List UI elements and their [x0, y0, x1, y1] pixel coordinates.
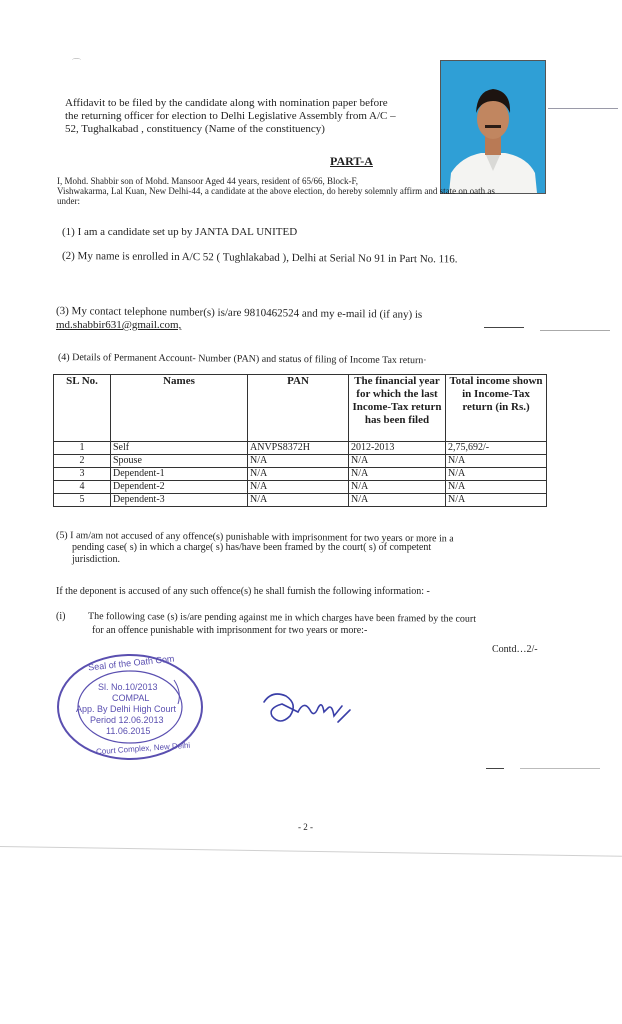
declaration-line-2: Vishwakarma, Lal Kuan, New Delhi-44, a candidate at the above election, do hereby solemnly affirm and state on oath as — [57, 186, 495, 196]
item-3-email: md.shabbir631@gmail.com, — [56, 319, 182, 331]
corner-mark: ⌒ — [72, 58, 82, 68]
pan-details-table — [53, 374, 547, 507]
item-2-enrolment: (2) My name is enrolled in A/C 52 ( Tughlakabad ), Delhi at Serial No 91 in Part No. 116. — [61, 250, 458, 266]
cell-sl: 3 — [54, 468, 111, 481]
cell-income: 2,75,692/- — [446, 442, 547, 455]
item-4-pan-details: (4) Details of Permanent Account- Number (PAN) and status of filing of Income Tax return· — [57, 352, 427, 367]
cell-name: Dependent-1 — [111, 468, 248, 481]
scan-mark — [520, 768, 600, 769]
candidate-photo-image — [441, 61, 545, 193]
table-row — [54, 468, 547, 481]
clause-i-line-1: The following case (s) is/are pending against me in which charges have been framed by the court — [87, 611, 477, 625]
item-3-contact: (3) My contact telephone number(s) is/are 9810462524 and my e-mail id (if any) is — [55, 305, 423, 321]
deponent-signature — [258, 682, 354, 732]
seal-line-2: COMPAL — [112, 693, 150, 703]
cell-sl: 1 — [54, 442, 111, 455]
clause-i-line-2: for an offence punishable with imprisonment for two years or more:- — [92, 625, 368, 636]
cell-pan: ANVPS8372H — [248, 442, 349, 455]
intro-paragraph — [65, 97, 425, 136]
cell-year: N/A — [349, 494, 446, 507]
cell-year: N/A — [349, 481, 446, 494]
continued-note: Contd…2/- — [492, 644, 538, 655]
cell-pan: N/A — [248, 481, 349, 494]
cell-sl: 2 — [54, 455, 111, 468]
declaration-line-1: I, Mohd. Shabbir son of Mohd. Mansoor Aged 44 years, resident of 65/66, Block-F, — [57, 176, 358, 186]
header-financial-year: The financial year for which the last Income-Tax return has been filed — [349, 375, 446, 442]
cell-name: Self — [111, 442, 248, 455]
table-row — [54, 455, 547, 468]
cell-pan: N/A — [248, 455, 349, 468]
seal-line-3: App. By Delhi High Court — [76, 704, 177, 714]
clause-i-label: (i) — [56, 611, 66, 622]
table-row — [54, 442, 547, 455]
seal-line-1: Sl. No.10/2013 — [98, 682, 158, 692]
table-row — [54, 481, 547, 494]
cell-pan: N/A — [248, 468, 349, 481]
seal-ring-top-text: Seal of the Oath Com — [87, 653, 175, 673]
seal-line-5: 11.06.2015 — [106, 726, 151, 736]
header-pan: PAN — [248, 375, 349, 442]
cell-sl: 4 — [54, 481, 111, 494]
cell-income: N/A — [446, 455, 547, 468]
deponent-note: If the deponent is accused of any such offence(s) he shall furnish the following information: - — [56, 586, 430, 597]
cell-income: N/A — [446, 494, 547, 507]
intro-line-1: Affidavit to be filed by the candidate along with nomination paper before — [65, 97, 388, 109]
cell-income: N/A — [446, 468, 547, 481]
item-1-party: (1) I am a candidate set up by JANTA DAL UNITED — [62, 226, 298, 238]
seal-ring-bottom-text: Court Complex, New Delhi — [95, 740, 191, 757]
scan-mark — [548, 108, 618, 109]
table-row — [54, 494, 547, 507]
cell-name: Dependent-2 — [111, 481, 248, 494]
candidate-photo — [440, 60, 546, 194]
part-a-title: PART-A — [330, 154, 373, 168]
item-5-accusation — [56, 530, 454, 566]
seal-line-4: Period 12.06.2013 — [90, 715, 164, 725]
cell-year: N/A — [349, 468, 446, 481]
item-5-line-1: (5) I am/am not accused of any offence(s) punishable with imprisonment for two years or more in a — [55, 530, 454, 545]
item-5-line-2: pending case( s) in which a charge( s) has/have been framed by the court( s) of competent — [72, 542, 432, 553]
cell-name: Dependent-3 — [111, 494, 248, 507]
cell-pan: N/A — [248, 494, 349, 507]
cell-income: N/A — [446, 481, 547, 494]
intro-line-2: the returning officer for election to Delhi Legislative Assembly from A/C – — [65, 110, 396, 122]
header-sl-no: SL No. — [54, 375, 111, 442]
cell-name: Spouse — [111, 455, 248, 468]
page-number: - 2 - — [298, 822, 313, 832]
cell-year: 2012-2013 — [349, 442, 446, 455]
table-header-row — [54, 375, 547, 442]
item-5-line-3: jurisdiction. — [72, 554, 121, 565]
scan-mark — [540, 330, 610, 331]
declaration-paragraph — [57, 176, 557, 206]
header-total-income: Total income shown in Income-Tax return (in Rs.) — [446, 375, 547, 442]
intro-line-3: 52, Tughalkabad , constituency (Name of the constituency) — [65, 123, 325, 135]
oath-commissioner-seal — [56, 652, 204, 762]
scan-mark — [484, 327, 524, 328]
declaration-line-3: under: — [57, 196, 80, 206]
cell-sl: 5 — [54, 494, 111, 507]
header-names: Names — [111, 375, 248, 442]
cell-year: N/A — [349, 455, 446, 468]
page-fold-line — [0, 846, 622, 857]
scan-mark — [486, 768, 504, 769]
